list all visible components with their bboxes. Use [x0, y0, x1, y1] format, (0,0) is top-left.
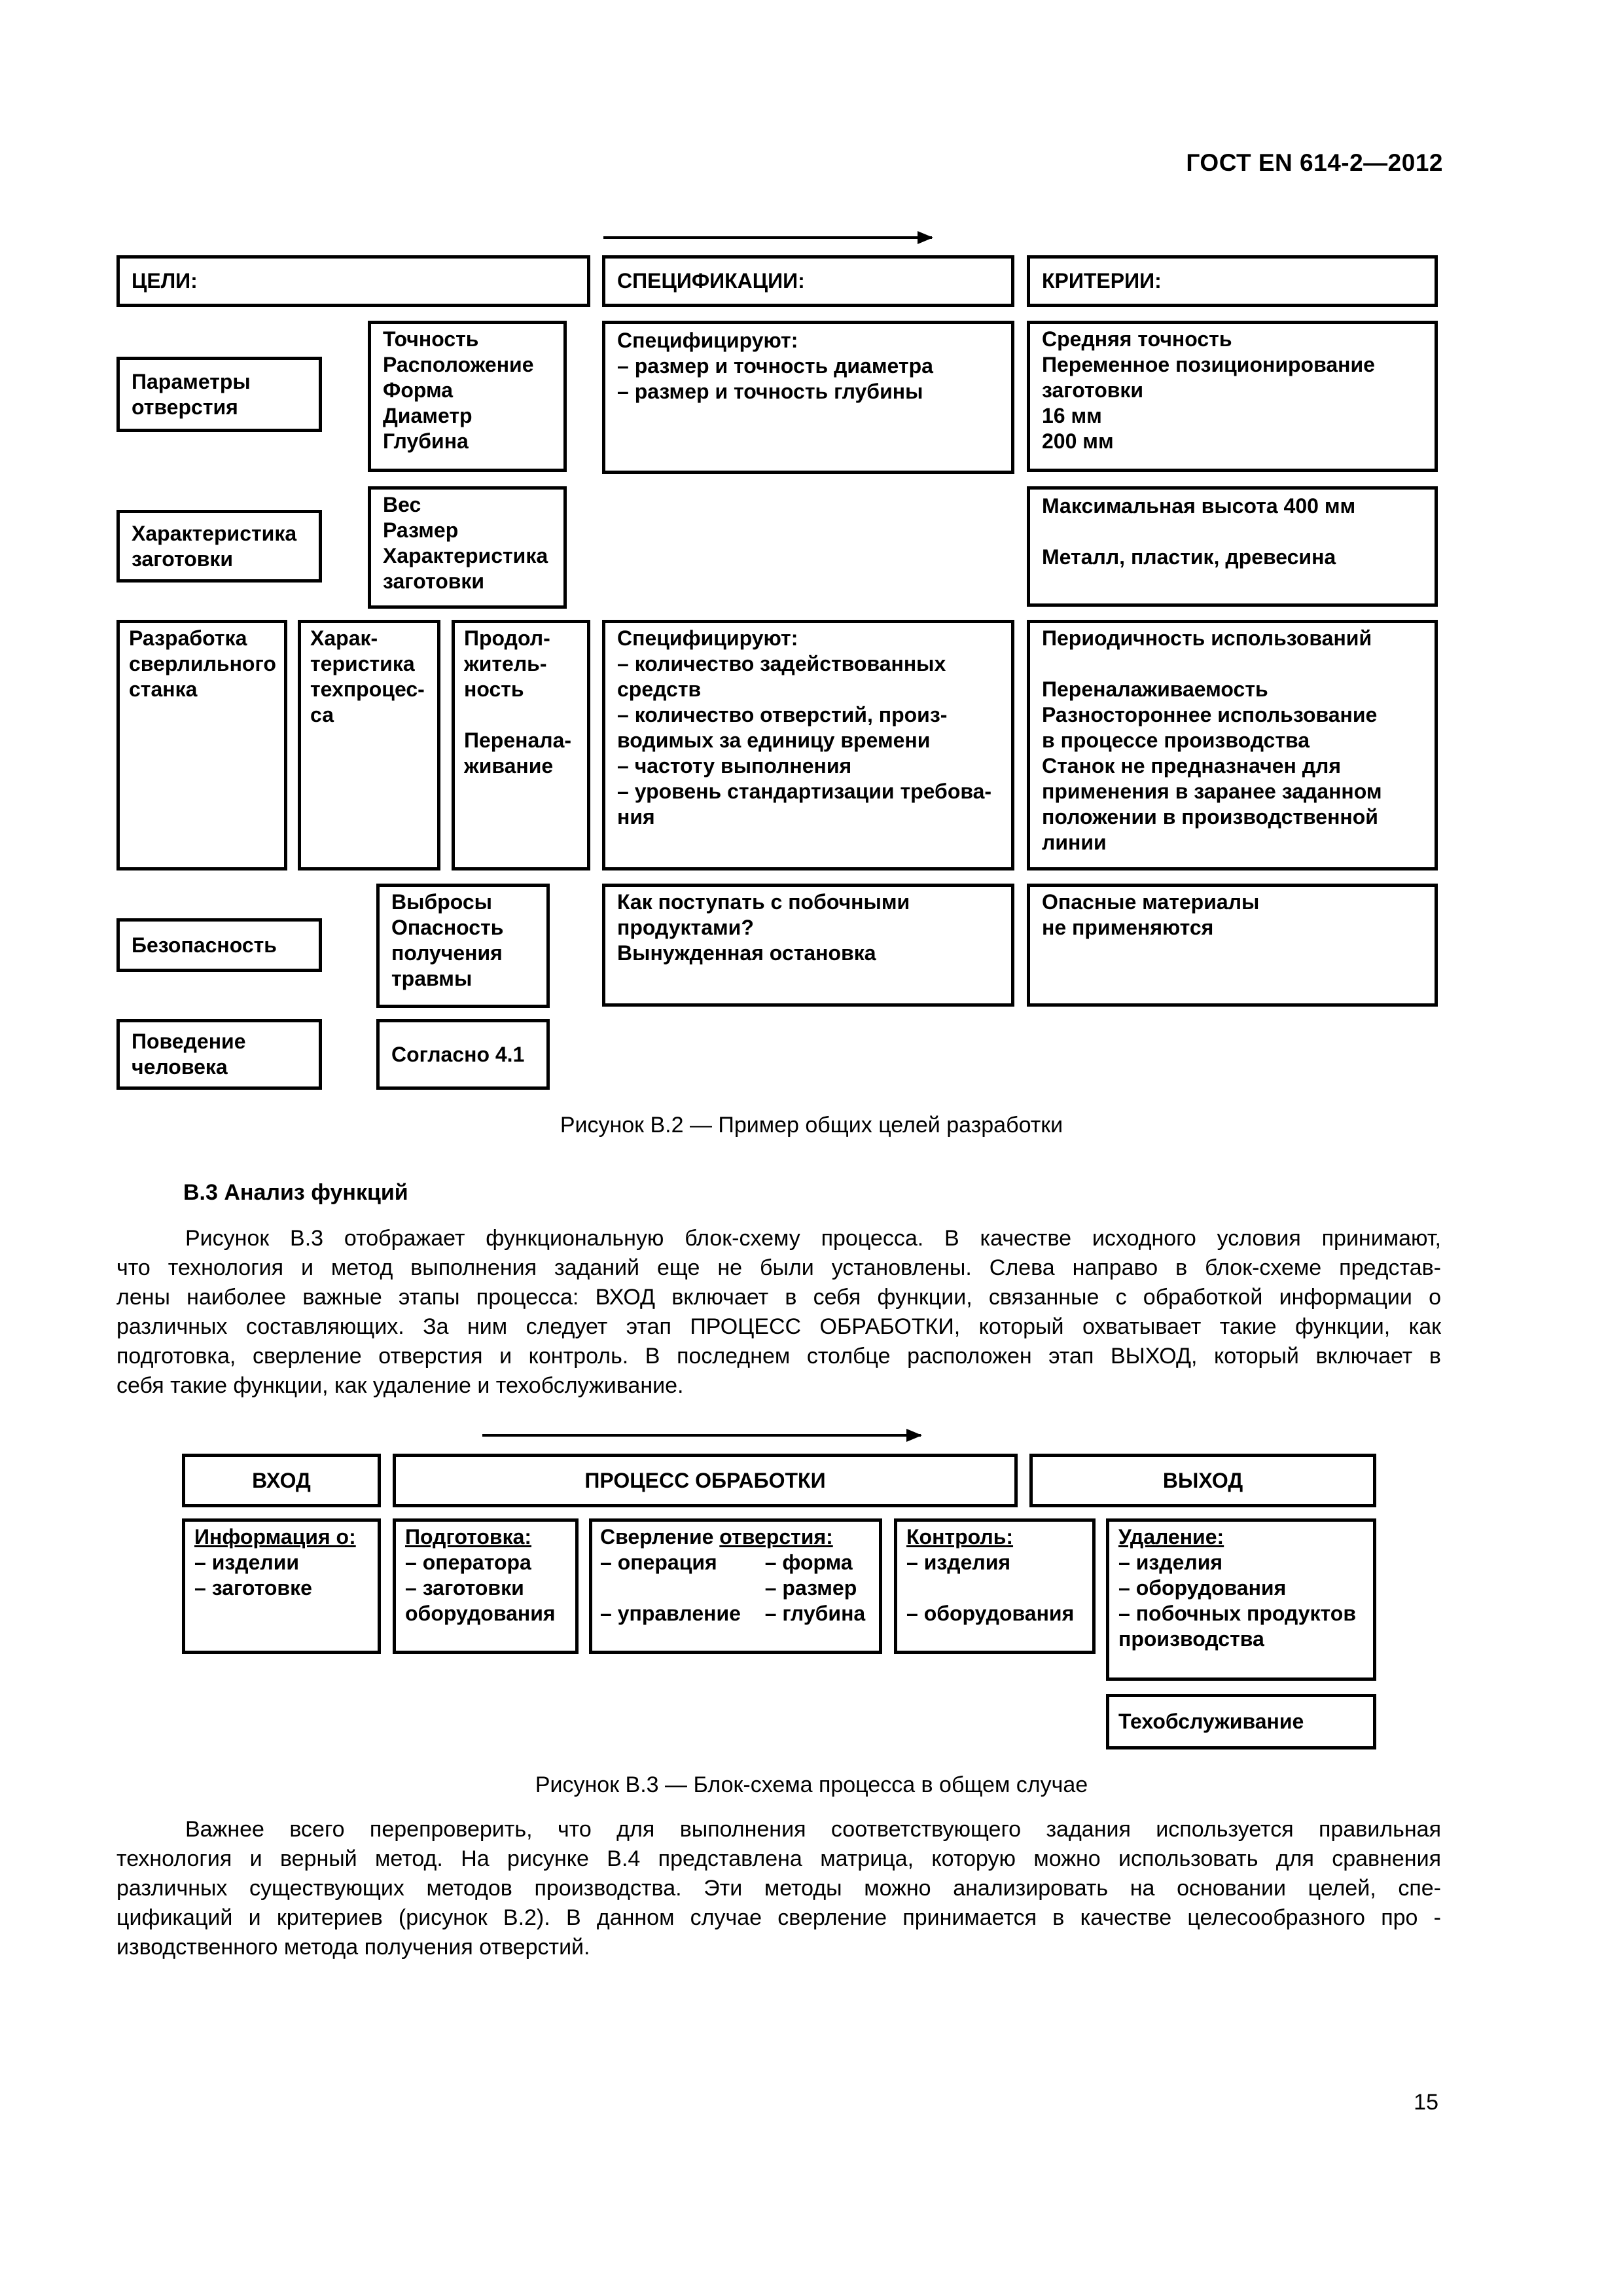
development-box: Разработка сверлильного станка — [116, 620, 287, 870]
workpiece-box: Характеристика заготовки — [116, 510, 322, 583]
hole-criteria-box: Средняя точность Переменное позиционирование заготовки 16 мм 200 мм — [1027, 321, 1438, 472]
development-criteria-box: Периодичность использований Переналаживаемость Разностороннее использование в процессе производства Станок не предназначен для применения в заранее заданном положении в производственной линии — [1027, 620, 1438, 870]
workpiece-attributes-box: Вес Размер Характеристика заготовки — [368, 486, 567, 609]
specs-header: СПЕЦИФИКАЦИИ: — [602, 255, 1014, 307]
goals-header: ЦЕЛИ: — [116, 255, 590, 307]
document-header: ГОСТ EN 614-2—2012 — [1186, 149, 1443, 176]
maintenance-box: Техобслуживание — [1106, 1694, 1376, 1749]
hole-parameters-box: Параметры отверстия — [116, 357, 322, 432]
output-header: ВЫХОД — [1029, 1454, 1376, 1507]
process-characteristic-box: Харак- теристика техпроцес- са — [298, 620, 440, 870]
info-box: Информация о: – изделии – заготовке — [182, 1518, 381, 1654]
duration-box: Продол- житель- ность Перенала- живание — [452, 620, 590, 870]
paragraph-1: Рисунок В.3 отображает функциональную блок-схему процесса. В качестве исходного условия принимают, что технология и метод выполнения заданий еще не были установлены. Слева направо в блок-схеме представ- лены наиболее важные этапы процесса: ВХОД включает в себя функции, связанные с обработкой информации о различных составляющих. За ним следует этап ПРОЦЕСС ОБРАБОТКИ, который охватывает такие функции, как подготовка, сверление отверстия и контроль. В последнем столбце расположен этап ВЫХОД, который включает в себя такие функции, как удаление и техобслуживание. — [116, 1226, 1441, 1398]
hole-specs-box: Специфицируют: – размер и точность диаметра – размер и точность глубины — [602, 321, 1014, 474]
flow-arrow — [603, 236, 932, 239]
preparation-box: Подготовка: – оператора – заготовки оборудования — [393, 1518, 579, 1654]
input-header: ВХОД — [182, 1454, 381, 1507]
safety-specs-box: Как поступать с побочными продуктами? Вынужденная остановка — [602, 884, 1014, 1007]
figure-b2-caption: Рисунок В.2 — Пример общих целей разработки — [560, 1113, 1063, 1138]
development-specs-box: Специфицируют: – количество задействованных средств – количество отверстий, произ- водимых за единицу времени – частоту выполнения – уровень стандартизации требова- ния — [602, 620, 1014, 870]
behavior-attribute-box: Согласно 4.1 — [376, 1019, 550, 1090]
safety-attributes-box: Выбросы Опасность получения травмы — [376, 884, 550, 1008]
safety-criteria-box: Опасные материалы не применяются — [1027, 884, 1438, 1007]
control-box: Контроль: – изделия – оборудования — [894, 1518, 1096, 1654]
figure-b3-caption: Рисунок В.3 — Блок-схема процесса в общем случае — [535, 1772, 1088, 1797]
section-title: В.3 Анализ функций — [183, 1180, 408, 1205]
removal-box: Удаление: – изделия – оборудования – побочных продуктов производства — [1106, 1518, 1376, 1681]
human-behavior-box: Поведение человека — [116, 1019, 322, 1090]
drilling-box: Сверление отверстия: – операция – управление – форма – размер – глубина — [589, 1518, 882, 1654]
safety-box: Безопасность — [116, 918, 322, 972]
paragraph-2: Важнее всего перепроверить, что для выполнения соответствующего задания используется правильная технология и верный метод. На рисунке В.4 представлена матрица, которую можно использовать для сравнения различных существующих методов производства. Эти методы можно анализировать на основании целей, спе- цификаций и критериев (рисунок В.2). В данном случае сверление принимается в качестве целесообразного про - изводственного метода получения отверстий. — [116, 1817, 1441, 1960]
page-number: 15 — [1414, 2090, 1438, 2115]
process-header: ПРОЦЕСС ОБРАБОТКИ — [393, 1454, 1018, 1507]
flow-arrow — [482, 1434, 921, 1437]
criteria-header: КРИТЕРИИ: — [1027, 255, 1438, 307]
workpiece-criteria-box: Максимальная высота 400 мм Металл, пластик, древесина — [1027, 486, 1438, 607]
hole-attributes-box: Точность Расположение Форма Диаметр Глубина — [368, 321, 567, 472]
